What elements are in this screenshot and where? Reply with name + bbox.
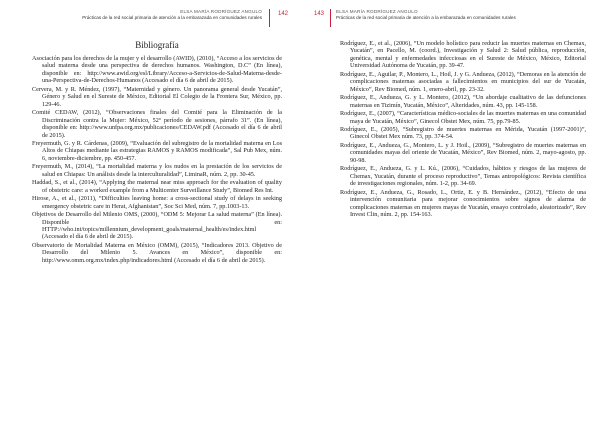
right-page-header	[310, 9, 580, 31]
left-page-number: 142	[277, 11, 288, 17]
reference-entry: Rodríguez, E., Andueza, G. y L. Kú., (2006), “Cuidados, hábitos y riesgos de las mujeres de Chemax, Yucatán, durante el proceso reproductivo”, Temas antropológicos: Revista científica de investigaciones regionales, núm. 1-2, pp. 34-69.	[340, 165, 586, 188]
right-page-content	[340, 40, 586, 219]
right-running-head	[336, 9, 516, 21]
right-header-title: Prácticas de la red social primaria de atención a la embarazada en comunidades rurales	[336, 15, 516, 20]
reference-entry: Rodríguez, E., Andueza, G. y L. Montero, (2012), “Un abordaje cualitativo de las defunciones maternas en Tizimín, Yucatán, México”, Alteridades, núm. 43, pp. 145-158.	[340, 94, 586, 109]
reference-entry: Rodríguez, E., Aguilar, P., Montero, L., Hoil, J. y G. Andueza, (2012), “Demoras en la atención de complicaciones maternas asociadas a fallecimientos en municipios del sur de Yucatán, México”, Rev Biomed, núm. 1, enero-abril, pp. 23-32.	[340, 70, 586, 93]
reference-entry: Rodríguez, E., Andueza, G., Rosado, L., Ortiz, E. y B. Hernández., (2012), “Efecto de una intervención comunitaria para mejorar conocimientos sobre signos de alarma de complicaciones maternas en mujeres mayas de Yucatán, ensayo controlado, aleatorizado”, Rev Invest Clin, núm. 2, pp. 154-163.	[340, 188, 586, 218]
reference-entry: Rodríguez, E., et al., (2006), “Un modelo holístico para reducir las muertes maternas en Chemax, Yucatán”, en Pacello, M. (coord.), Investigación y Salud 2: Salud pública, reproducción, genética, mental y enfermedades infecciosas en el Sureste de México, México, Editorial Universidad Autónoma de Yucatán, pp. 39-47.	[340, 40, 586, 70]
reference-entry: Rodríguez, E., (2007), “Características médico-sociales de las muertes maternas en una comunidad maya de Yucatán, México”, Ginecol Obstet Mex, núm. 75, pp.79-85.	[340, 110, 586, 125]
reference-entry: Hirose, A., et al., (2011), “Difficulties leaving home: a cross-sectional study of delays in seeking emergency obstetric care in Herat, Afghanistan”, Soc Sci Med, núm. 7, pp.1003-13.	[32, 195, 282, 210]
reference-entry: Freyermuth, G. y R. Cárdenas, (2009), “Evaluación del subregistro de la mortalidad materna en Los Altos de Chiapas mediante las estrategias RAMOS y RAMOS modificada”, Sal Pub Mex, núm. 6, noviembre-diciembre, pp. 450-457.	[32, 139, 282, 162]
right-header-divider	[330, 9, 331, 27]
right-page-number: 143	[314, 11, 325, 17]
reference-entry: Rodríguez, E., Andueza, G., Montero, L. y J. Hoil., (2009), “Subregistro de muertes maternas en comunidades mayas del oriente de Yucatán, México”, Rev Biomed, núm. 2, mayo-agosto, pp. 90-98.	[340, 141, 586, 164]
reference-entry: Rodríguez, E., (2005), “Subregistro de muertes maternas en Mérida, Yucatán (1997-2001)”, Ginecol Obstet Mex núm. 73, pp. 374-54.	[340, 125, 586, 141]
left-running-head	[82, 9, 262, 21]
right-page	[300, 0, 600, 440]
left-page-header	[30, 9, 292, 31]
reference-entry: Cervera, M. y R. Méndez, (1997), “Maternidad y género. Un panorama general desde Yucatán”, Género y Salud en el Sureste de México, Editorial El Colegio de la Frontera Sur, México, pp. 129-46.	[32, 85, 282, 108]
left-header-title: Prácticas de la red social primaria de atención a la embarazada en comunidades rurales	[82, 15, 262, 20]
reference-entry: Freyermuth, M., (2014), “La mortalidad materna y los nudos en la prestación de los servicios de salud en Chiapas: Un análisis desde la interculturalidad”, LiminaR, núm. 2, pp. 30-45.	[32, 163, 282, 178]
left-header-divider	[269, 9, 270, 27]
reference-entry: Asociación para los derechos de la mujer y el desarrollo (AWID), (2010), “Acceso a los servicios de salud materna desde una perspectiva de derechos humanos. Washington, D.C” (En línea), disponible en: http://www.awid.org/esl/Library/Acceso-a-Servicios-de-Salud-Materna-desde-una-Perspectiva-de-Derechos-Humanos (Accesado el día 6 de abril de 2015).	[32, 55, 282, 85]
left-header-author: ELSA MARÍA RODRÍGUEZ ANGULO	[180, 9, 262, 14]
left-page-content	[32, 40, 282, 265]
right-header-author: ELSA MARÍA RODRÍGUEZ ANGULO	[336, 9, 418, 14]
reference-entry: Comité CEDAW, (2012), “Observaciones finales del Comité para la Eliminación de la Discriminación contra la Mujer: México, 52º período de sesiones, párrafo 31”. (En línea), disponible en: http://www.unfpa.org.mx/publicaciones/CEDAW.pdf (Accesado el día 6 de abril de 2015).	[32, 109, 282, 139]
reference-entry: Haddad, S., et al., (2014), “Applying the maternal near miss approach for the evaluation of quality of obstetric care: a worked example from a Multicenter Surveillance Study”, Biomed Res Int.	[32, 179, 282, 194]
bibliography-heading: Bibliografía	[135, 40, 179, 50]
reference-entry: Observatorio de Mortalidad Materna en México (OMM), (2015), “Indicadores 2013. Objetivo de Desarrollo del Milenio 5. Avances en México”, disponible en: http://www.omm.org.mx/index.php/indicadores.html (Accesado el día 6 de abril de 2015).	[32, 241, 282, 264]
reference-entry: Objetivos de Desarrollo del Milenio OMS, (2000), “ODM 5: Mejorar La salud materna” (En línea). Disponible en: HTTP://who.int/topics/millennium_development_goals/maternal_health/es/index.html (Accesado el día 6 de abril de 2015).	[32, 211, 282, 241]
